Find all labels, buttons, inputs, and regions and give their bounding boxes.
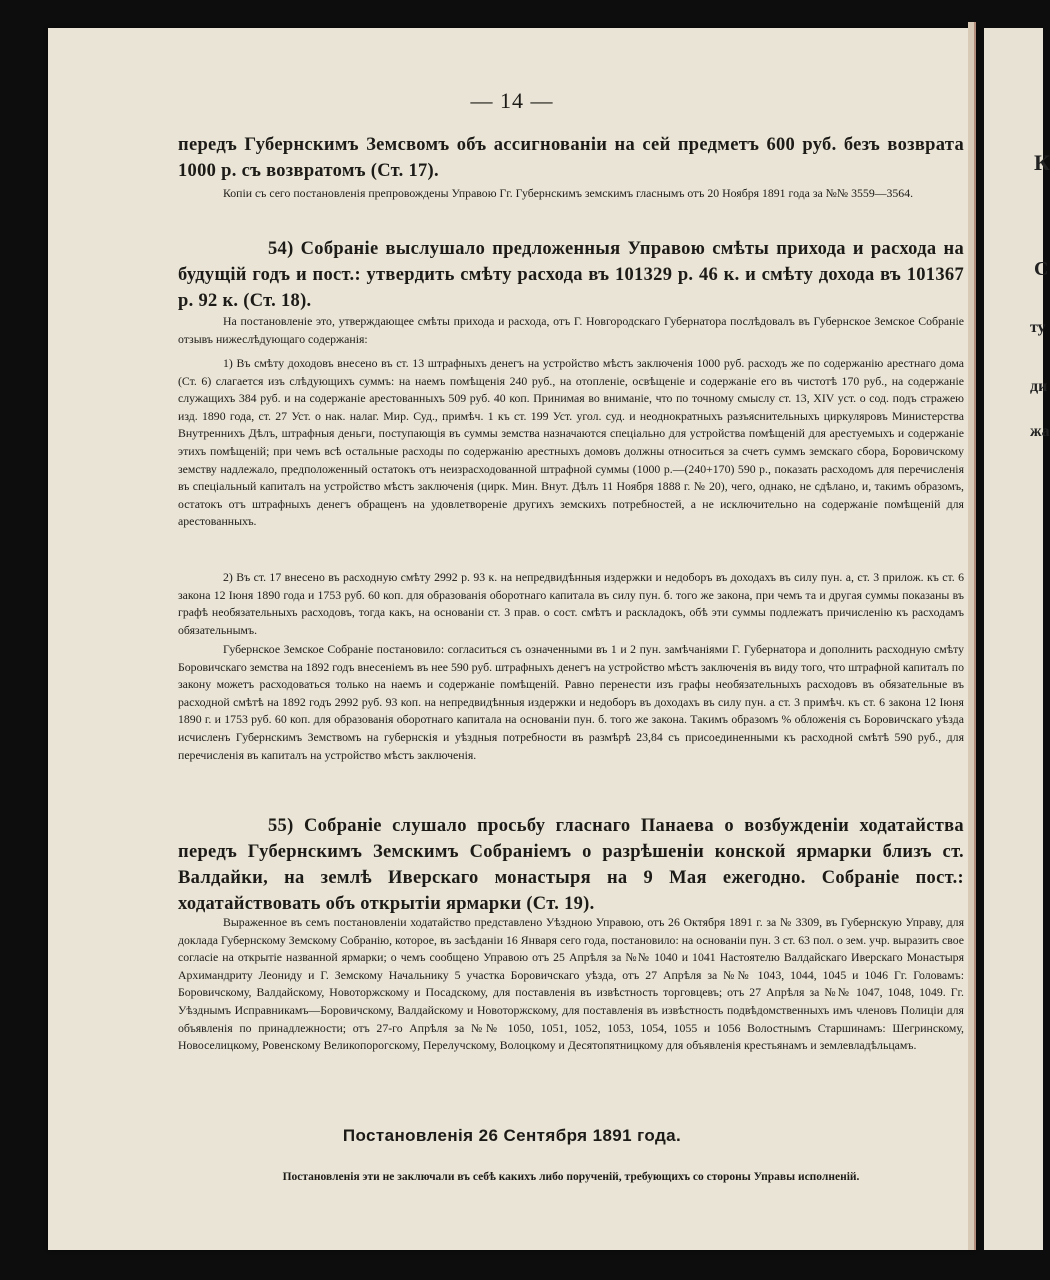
paragraph-copies-note: Копіи съ сего постановленія препровождены Управою Гг. Губернскимъ земскимъ гласнымъ отъ 20 Ноября 1891 года за №№ 3559—3564. [223, 186, 914, 200]
paragraph-item-54: 54) Собраніе выслушало предложенныя Управою смѣты прихода и расхода на будущій годъ и пост.: утвердить смѣту расхода въ 101329 р. 46 к. и смѣту дохода въ 101367 р. 92 к. (Ст. 18). [178, 239, 964, 311]
page-number: — 14 — [470, 88, 554, 113]
paragraph-continuation: передъ Губернскимъ Земсвомъ объ ассигнованіи на сей предметъ 600 руб. безъ возврата 1000 р. съ возвратомъ (Ст. 17). [178, 135, 964, 181]
next-page-fragment-4: ди [1030, 378, 1048, 395]
paragraph-item-55: 55) Собраніе слушало просьбу гласнаго Панаева о возбужденіи ходатайства передъ Губернскимъ Земскимъ Собраніемъ о разрѣшеніи конской ярмарки близъ ст. Валдайки, на землѣ Иверскаго монастыря на 9 Мая ежегодно. Собраніе пост.: ходатайствовать объ открытіи ярмарки (Ст. 19). [178, 816, 964, 914]
next-page-fragment-2: С [1034, 258, 1049, 280]
section-heading: Постановленія 26 Сентября 1891 года. [342, 1126, 682, 1145]
adjacent-page-fragment [984, 28, 1050, 1250]
document-page [48, 28, 976, 1250]
paragraph-remark-1: 1) Въ смѣту доходовъ внесено въ ст. 13 штрафныхъ денегъ на устройство мѣстъ заключенія 1000 руб. расходъ же по содержанію арестнаго дома (Ст. 6) слагается изъ слѣдующихъ суммъ: на наемъ помѣщенія 240 руб., на отопленіе, освѣщеніе и содержаніе его въ чистотѣ 170 руб., на содержаніе служащихъ 384 руб. и на содержаніе арестованныхъ 509 руб. 40 коп. Принимая во вниманіе, что по точному смыслу ст. 13, XIV уст. о сод. подъ стражею изд. 1890 года, ст. 27 Уст. о нак. налаг. Мир. Суд., примѣч. 1 къ ст. 199 Уст. угол. суд. и неоднократныхъ разъяснительныхъ циркуляровъ Министерства Внутреннихъ Дѣлъ, штрафныя деньги, поступающія въ суммы земства назначаются спеціально для устройства помѣщеній для арестуемыхъ и содержаніе этихъ помѣщеній; при чемъ всѣ остальные расходы по содержанію арестныхъ домовъ должны относиться за счетъ суммъ земскаго сбора, Боровичскому земству надлежало, предположенный остатокъ отъ неизрасходованной штрафной суммы (1000 р.—(240+170) 590 р., показать расходомъ для перечисленія въ спеціальный капиталъ на устройство мѣстъ заключенія (цирк. Мин. Внут. Дѣлъ 11 Ноября 1888 г. № 20), чего, однако, не сдѣлано, и, такимъ образомъ, остатокъ отъ штрафныхъ денегъ обращенъ на удовлетвореніе другихъ земскихъ потребностей, а не исключительно на содержаніе помѣщеній для арестованныхъ. [178, 356, 964, 529]
paragraph-petition-details: Выраженное въ семъ постановленіи ходатайство представлено Уѣздною Управою, отъ 26 Октября 1891 г. за № 3309, въ Губернскую Управу, для доклада Губернскому Земскому Собранію, которое, въ засѣданіи 16 Января сего года, постановило: на основаніи пун. 3 ст. 63 пол. о зем. учр. выразить свое согласіе на открытіе названной ярмарки; о чемъ сообщено Управою отъ 25 Апрѣля за №№ 1040 и 1041 Настоятелю Валдайскаго Иверскаго Монастыря Архимандриту Леониду и Г. Земскому Начальнику 5 участка Боровичскаго уѣзда, отъ 27 Апрѣля за №№ 1043, 1044, 1045 и 1046 Гг. Головамъ: Боровичскому, Валдайскому, Новоторжскому и Посадскому, для поставленія въ извѣстность торговцевъ; отъ 27 Апрѣля за №№ 1047, 1048, 1049. Гг. Уѣзднымъ Исправникамъ—Боровичскому, Валдайскому и Новоторжскому, для поставленія въ извѣстность подвѣдомственныхъ имъ членовъ Полиціи для объявленія по принадлежности; отъ 27-го Апрѣля за №№ 1050, 1051, 1052, 1053, 1054, 1055 и 1056 Волостнымъ Старшинамъ: Шегринскому, Новоселицкому, Ровенскому Великопорогскому, Перелучскому, Волоцкому и Десятопятницкому для объявленія крестьянамъ и землевладѣльцамъ. [178, 915, 964, 1053]
paragraph-remark-2: 2) Въ ст. 17 внесено въ расходную смѣту 2992 р. 93 к. на непредвидѣнныя издержки и недоборъ въ доходахъ въ силу пун. а, ст. 3 прилож. къ ст. 6 закона 12 Іюня 1890 года и 1753 руб. 60 коп. для образованія оборотнаго капитала въ силу пун. б. того же закона, при чемъ та и другая суммы показаны въ графѣ необязательныхъ расходовъ, тогда какъ, на основаніи ст. 3 прав. о сост. смѣтъ и раскладокъ, обѣ эти суммы подлежатъ причисленію къ расходамъ обязательнымъ. [178, 570, 964, 637]
next-page-fragment-1: К [1034, 150, 1050, 175]
paragraph-governor-response: На постановленіе это, утверждающее смѣты прихода и расхода, отъ Г. Новгородскаго Губернатора послѣдовалъ въ Губернское Земское Собраніе отзывъ нижеслѣдующаго содержанія: [178, 314, 964, 346]
paragraph-assembly-resolution: Губернское Земское Собраніе постановило: согласиться съ означенными въ 1 и 2 пун. замѣчаніями Г. Губернатора и дополнить расходную смѣту Боровичскаго земства на 1892 годъ внесеніемъ въ нее 590 руб. штрафныхъ денегъ на устройство мѣстъ заключенія въ виду того, что штрафной капиталъ по закону можетъ расходоваться только на наемъ и содержаніе помѣщеній. Равно перенести изъ графы необязательныхъ расходовъ въ обязательные въ расходной смѣтѣ на 1892 годъ 2992 руб. 93 коп. на непредвидѣнныя издержки и недоборъ въ доходахъ въ силу пун. а ст. 3 примѣч. къ ст. 6 закона 12 Іюня 1890 г. и 1753 руб. 60 коп. для образованія оборотнаго капитала на основаніи пун. б. того же закона. Такимъ образомъ % обложенія съ Боровичскаго уѣзда исчисленъ Губернскимъ Земствомъ на губернскія и уѣздныя потребности въ размѣрѣ 23,84 съ присоединенными къ расходной смѣтѣ 590 руб., для перечисленія въ капиталъ на устройство мѣстъ заключенія. [178, 642, 964, 762]
page-edge [968, 22, 976, 1250]
next-page-fragment-3: ту [1030, 319, 1046, 336]
closing-note: Постановленія эти не заключали въ себѣ какихъ либо порученій, требующихъ со стороны Управы исполненій. [282, 1171, 860, 1183]
next-page-fragment-5: жа [1030, 423, 1050, 440]
